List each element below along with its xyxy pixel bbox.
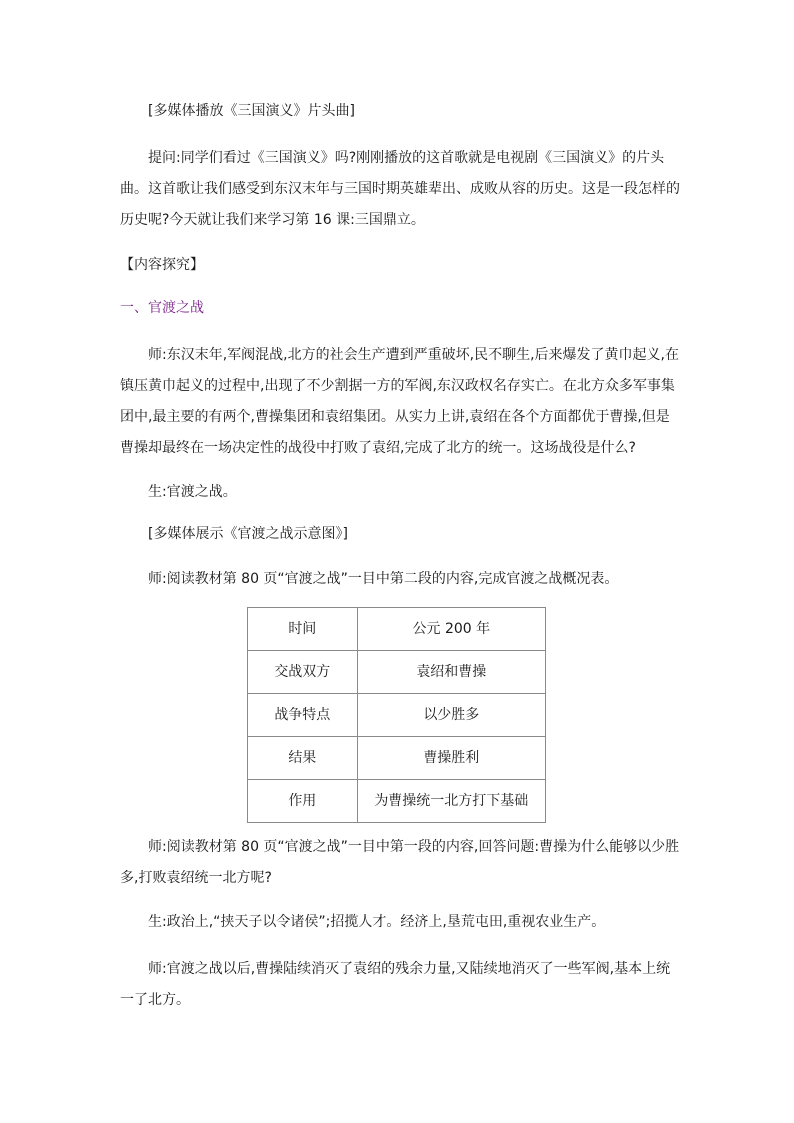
teacher-paragraph-3: 师:阅读教材第 80 页“官渡之战”一目中第一段的内容,回答问题:曹操为什么能够以少胜多,打败袁绍统一北方呢? bbox=[120, 839, 680, 886]
table-row bbox=[248, 608, 546, 651]
stage-direction-music: [多媒体播放《三国演义》片头曲] bbox=[148, 103, 355, 119]
table-cell-value: 公元 200 年 bbox=[357, 608, 545, 651]
question-paragraph: 提问:同学们看过《三国演义》吗?刚刚播放的这首歌就是电视剧《三国演义》的片头曲。这首歌让我们感受到东汉末年与三国时期英雄辈出、成败从容的历史。这是一段怎样的历史呢?今天就让我们来学习第 16 课:三国鼎立。 bbox=[120, 150, 680, 228]
battle-summary-table bbox=[247, 607, 546, 823]
teacher-paragraph-4: 师:官渡之战以后,曹操陆续消灭了袁绍的残余力量,又陆续地消灭了一些军阀,基本上统一了北方。 bbox=[120, 961, 671, 1008]
table-cell-value: 袁绍和曹操 bbox=[357, 651, 545, 694]
table-row bbox=[248, 737, 546, 780]
table-cell-value: 以少胜多 bbox=[357, 694, 545, 737]
student-answer-2: 生:政治上,“挟天子以令诸侯”;招揽人才。经济上,垦荒屯田,重视农业生产。 bbox=[148, 914, 606, 930]
table-cell-label: 交战双方 bbox=[248, 651, 358, 694]
table-cell-label: 结果 bbox=[248, 737, 358, 780]
table-row bbox=[248, 651, 546, 694]
teacher-paragraph-2: 师:阅读教材第 80 页“官渡之战”一目中第二段的内容,完成官渡之战概况表。 bbox=[148, 571, 619, 587]
table-cell-value: 曹操胜利 bbox=[357, 737, 545, 780]
table-cell-label: 时间 bbox=[248, 608, 358, 651]
table-row bbox=[248, 694, 546, 737]
table-cell-label: 作用 bbox=[248, 780, 358, 823]
table-cell-value: 为曹操统一北方打下基础 bbox=[357, 780, 545, 823]
subheading-guandu: 一、官渡之战 bbox=[120, 300, 204, 316]
stage-direction-map: [多媒体展示《官渡之战示意图》] bbox=[148, 526, 348, 542]
table-cell-label: 战争特点 bbox=[248, 694, 358, 737]
teacher-paragraph-1: 师:东汉末年,军阀混战,北方的社会生产遭到严重破坏,民不聊生,后来爆发了黄巾起义,在镇压黄巾起义的过程中,出现了不少割据一方的军阀,东汉政权名存实亡。在北方众多军事集团中,最主要的有两个,曹操集团和袁绍集团。从实力上讲,袁绍在各个方面都优于曹操,但是曹操却最终在一场决定性的战役中打败了袁绍,完成了北方的统一。这场战役是什么? bbox=[120, 347, 679, 456]
section-heading: 【内容探究】 bbox=[120, 257, 204, 273]
student-answer-1: 生:官渡之战。 bbox=[148, 484, 237, 500]
table-row bbox=[248, 780, 546, 823]
